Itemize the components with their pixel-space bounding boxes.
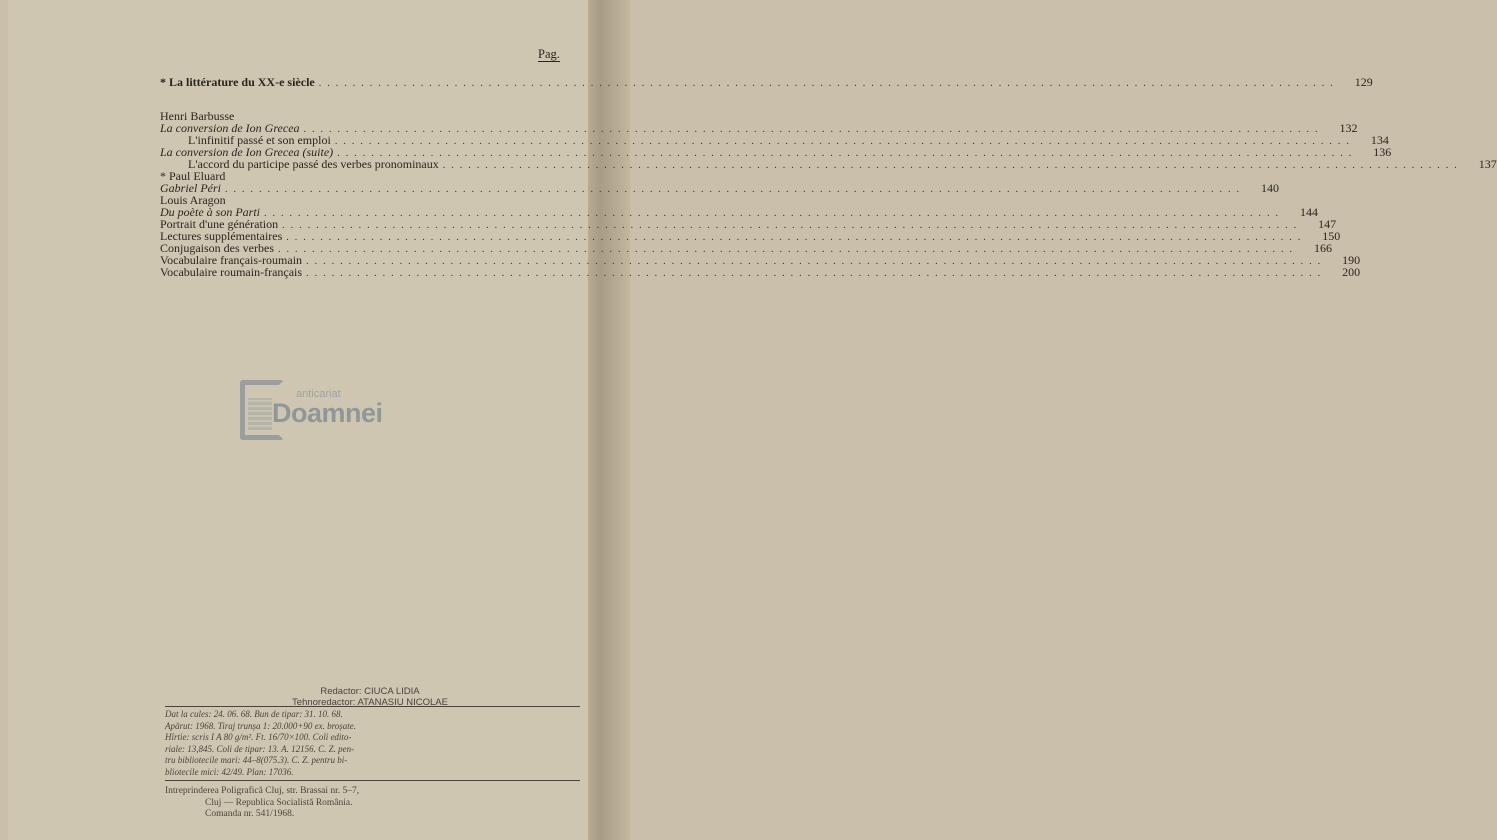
toc-entry-title: Conjugaison des verbes [160, 241, 274, 255]
leader-dots: ........................................................................................................................ [306, 256, 1327, 267]
watermark-logo [240, 380, 383, 444]
toc-entry-title: Vocabulaire roumain-français [160, 265, 303, 279]
toc-entry-title: La conversion de Ion Grecea [160, 121, 300, 135]
toc-entry [160, 265, 1361, 279]
toc-entry-title: Vocabulaire français-roumain [160, 253, 303, 267]
toc-entry-title: Henri Barbusse [160, 109, 235, 123]
toc-entry-title: Gabriel Péri [160, 181, 221, 195]
toc-entry-title: L'accord du participe passé des verbes pronominaux [188, 157, 439, 171]
imprint-line: Hîrtie: scris I A 80 g/m². Ft. 16/70×100. Coli edito- [165, 732, 352, 742]
toc-entry-page: 144 [1300, 205, 1318, 219]
leader-dots: ........................................................................................................................ [334, 136, 1355, 147]
toc-entry-title: Portrait d'une génération [160, 217, 279, 231]
leader-dots: ........................................................................................................................ [337, 148, 1358, 159]
toc-entry-page: 132 [1339, 121, 1358, 135]
leader-dots: ........................................................................................................................ [306, 268, 1327, 279]
editor-credit: Redactor: CIUCA LIDIA [320, 686, 420, 697]
toc-entry-page: 129 [1354, 75, 1373, 89]
leader-dots: ........................................................................................................................ [282, 220, 1303, 231]
watermark-top-text: anticariat [296, 388, 341, 400]
leader-dots: ........................................................................................................................ [264, 208, 1284, 219]
toc-entry-title: * La littérature du XX-e siècle [160, 75, 315, 89]
printer-line: Intreprinderea Poligrafică Cluj, str. Brassai nr. 5–7, [165, 786, 360, 796]
toc-entry-title: Louis Aragon [160, 193, 226, 207]
page-column-header: Pag. [538, 47, 560, 61]
leader-dots: ........................................................................................................................ [277, 244, 1298, 255]
books-icon [248, 398, 272, 430]
leader-dots: ........................................................................................................................ [286, 232, 1307, 243]
toc-entry-page: 190 [1342, 253, 1361, 267]
toc-entry-title: Lectures supplémentaires [160, 229, 283, 243]
toc-entry-title: Du poète à son Parti [160, 205, 260, 219]
tech-editor-credit: Tehnoredactor: ATANASIU NICOLAE [292, 697, 448, 708]
watermark-main-text: Doamnei [272, 398, 383, 428]
imprint-block [165, 706, 580, 781]
toc-entry-title: La conversion de Ion Grecea (suite) [160, 145, 334, 159]
leader-dots: ........................................................................................................................ [442, 160, 1463, 171]
imprint-line: tru bibliotecile mari: 44–8(075.3). C. Z. pentru bi- [165, 755, 348, 765]
imprint-line: riale: 13,845. Coli de tipar: 13. A. 12156. C. Z. pen- [165, 743, 355, 754]
printer-info [165, 786, 585, 821]
leader-dots: ........................................................................................................................ [303, 124, 1324, 135]
toc-entry-page: 166 [1313, 241, 1332, 255]
toc-entry-page: 150 [1322, 229, 1341, 243]
toc-entry-title: * Paul Eluard [160, 169, 226, 183]
toc-entry-page: 200 [1342, 265, 1361, 279]
toc-entry-page: 140 [1261, 181, 1279, 195]
toc-entry [160, 75, 1373, 89]
printer-line: Cluj — Republica Socialistă România. [205, 797, 353, 808]
toc-entry-page: 136 [1373, 145, 1392, 159]
leader-dots: ........................................................................................................................ [318, 78, 1339, 89]
toc-entry-page: 134 [1370, 133, 1389, 147]
imprint-line: Dat la cules: 24. 06. 68. Bun de tipar: 31. 10. 68. [165, 709, 343, 719]
toc-entry-page: 147 [1318, 217, 1337, 231]
toc-entry-page: 137 [1478, 157, 1497, 171]
imprint-line: bliotecile mici: 42/49. Plan: 17036. [165, 766, 294, 777]
leader-dots: ........................................................................................................................ [225, 184, 1245, 195]
toc-entry-title: L'infinitif passé et son emploi [188, 133, 331, 147]
imprint-line: Apărut: 1968. Tiraj trunșa 1: 20.000+90 ex. broșate. [165, 720, 356, 731]
printer-line: Comanda nr. 541/1968. [205, 809, 295, 819]
